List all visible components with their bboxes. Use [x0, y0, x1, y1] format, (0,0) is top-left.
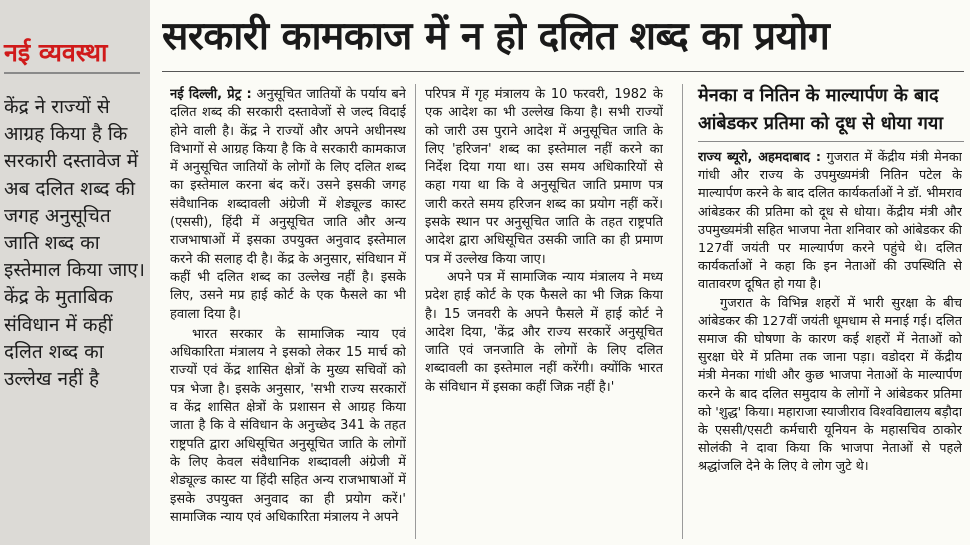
sidebar — [0, 0, 150, 545]
column-divider — [682, 84, 683, 539]
main-story-dateline: नई दिल्ली, प्रेट्र : — [170, 87, 252, 102]
column-divider — [415, 84, 416, 539]
side-story-paragraph-1-text: गुजरात में केंद्रीय मंत्री मेनका गांधी और राज्य के उपमुख्यमंत्री नितिन पटेल के माल्यार्पण करने के बाद दलित कार्यकर्ताओं ने डॉ. भीमराव आंबेडकर की प्रतिमा को दूध से धोया। केंद्रीय मंत्री और उपमुख्यमंत्री सहित भाजपा नेता शनिवार को आंबेडकर की 127वीं जयंती पर माल्यार्पण करने पहुंचे थे। दलित कार्यकर्ताओं ने कहा कि इन नेताओं की उपस्थिति से वातावरण दूषित हो गया है। — [698, 150, 962, 293]
side-story-paragraph-1 — [698, 149, 962, 295]
side-headline-divider — [698, 141, 964, 142]
side-story-column — [698, 149, 962, 545]
main-story-column-1 — [170, 86, 406, 541]
headline-divider — [162, 71, 964, 72]
main-story-paragraph-1-text: अनुसूचित जातियों के पर्याय बने दलित शब्द की सरकारी दस्तावेजों से जल्द विदाई होने वाली है। केंद्र ने राज्यों और अपने अधीनस्थ विभागों से आग्रह किया है कि वे सरकारी कामकाज में अनुसूचित जातियों के लोगों के लिए दलित शब्द का इस्तेमाल करना बंद करें। उसने इसकी जगह संवैधानिक शब्दावली अंग्रेजी में शेड्यूल्ड कास्ट (एससी), हिंदी में अनुसूचित जाति और अन्य राजभाषाओं में इसका उपयुक्त अनुवाद इस्तेमाल करने की सलाह दी है। केंद्र के अनुसार, संविधान में कहीं भी दलित शब्द का उल्लेख नहीं है। इसके लिए, उसने मप्र हाई कोर्ट के एक फैसले का भी हवाला दिया है। — [170, 87, 406, 322]
main-story-column-2 — [425, 86, 663, 541]
kicker-divider — [4, 72, 140, 74]
side-story-headline: मेनका व नितिन के माल्यार्पण के बाद आंबेडकर प्रतिमा को दूध से धोया गया — [698, 85, 944, 134]
side-story-paragraph-2: गुजरात के विभिन्न शहरों में भारी सुरक्षा के बीच आंबेडकर की 127वीं जयंती धूमधाम से मनाई गई। दलित समाज की घोषणा के कारण कई शहरों में नेताओं को सुरक्षा घेरे में प्रतिमा तक जाना पड़ा। वडोदरा में केंद्रीय मंत्री मेनका गांधी और कुछ भाजपा नेताओं के माल्यार्पण करने के बाद दलित समुदाय के लोगों ने आंबेडकर प्रतिमा को 'शुद्ध' किया। महाराजा स्याजीराव विश्वविद्यालय बड़ौदा के एससी/एसटी कर्मचारी यूनियन के महासचिव ठाकोर सोलंकी ने दावा किया कि भाजपा नेताओं से पहले श्रद्धांजलि देने के लिए वे लोग जुटे थे। — [698, 295, 962, 475]
main-story-paragraph-2-continued: परिपत्र में गृह मंत्रालय के 10 फरवरी, 1982 के एक आदेश का भी उल्लेख किया है। सभी राज्यों को जारी उस पुराने आदेश में अनुसूचित जाति के लिए 'हरिजन' शब्द का इस्तेमाल नहीं करने का निर्देश दिया गया था। उस समय अधिकारियों से कहा गया था कि वे अनुसूचित जाति प्रमाण पत्र जारी करते समय हरिजन शब्द का प्रयोग नहीं करें। इसके स्थान पर अनुसूचित जाति के तहत राष्ट्रपति आदेश द्वारा अधिसूचित उसकी जाति का ही प्रमाण पत्र में उल्लेख किया जाए। — [425, 87, 663, 267]
side-story-dateline: राज्य ब्यूरो, अहमदाबाद : — [698, 150, 821, 165]
sidebar-pull-quote: केंद्र ने राज्यों से आग्रह किया है कि सरकारी दस्तावेज में अब दलित शब्द की जगह अनुसूचित जाति शब्द का इस्तेमाल किया जाए। केंद्र के मुताबिक संविधान में कहीं दलित शब्द का उल्लेख नहीं है — [4, 96, 145, 391]
main-headline: सरकारी कामकाज में न हो दलित शब्द का प्रयोग — [162, 14, 830, 59]
main-story-paragraph-3: अपने पत्र में सामाजिक न्याय मंत्रालय ने मध्य प्रदेश हाई कोर्ट के एक फैसले का भी जिक्र किया है। 15 जनवरी के अपने फैसले में हाई कोर्ट ने आदेश दिया, 'केंद्र और राज्य सरकारें अनुसूचित जाति एवं जनजाति के लोगों के लिए दलित शब्दावली का इस्तेमाल नहीं करेंगी। क्योंकि भारत के संविधान में इसका कहीं जिक्र नहीं है।' — [425, 269, 663, 395]
main-story-paragraph-2: भारत सरकार के सामाजिक न्याय एवं अधिकारिता मंत्रालय ने इसको लेकर 15 मार्च को राज्यों एवं केंद्र शासित क्षेत्रों के मुख्य सचिवों को पत्र भेजा है। इसके अनुसार, 'सभी राज्य सरकारों व केंद्र शासित क्षेत्रों के प्रशासन से आग्रह किया जाता है कि वे संविधान के अनुच्छेद 341 के तहत राष्ट्रपति द्वारा अधिसूचित अनुसूचित जाति के लोगों के लिए केवल संवैधानिक शब्दावली अंग्रेजी में शेड्यूल्ड कास्ट या हिंदी सहित अन्य राजभाषाओं में इसके उपयुक्त अनुवाद का ही प्रयोग करें।' सामाजिक न्याय एवं अधिकारिता मंत्रालय ने अपने — [170, 326, 406, 525]
main-story-paragraph-1 — [170, 86, 406, 324]
sidebar-kicker: नई व्यवस्था — [4, 38, 108, 67]
